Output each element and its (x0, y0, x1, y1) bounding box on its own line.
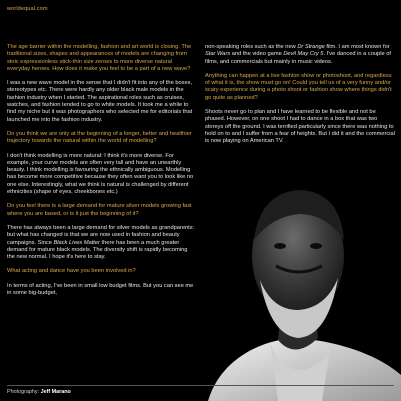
left-column (7, 44, 195, 304)
site-url[interactable]: worldequal.com (7, 6, 48, 12)
answer-diversity: I don't think modelling is more natural: I think it's more diverse. For example, your curve models are often very tall and have an unearthly beauty. I think modelling is favouring the ethnically ambiguous. Modelling has become more competitive because they often want you to look like no one else. Interestingly, what we think is natural is challenged by different ethnicities (shape of eyes, cheekbones etc.) (7, 152, 194, 196)
right-column (205, 44, 395, 153)
question-trajectory: Do you think we are only at the beginning of a longer, better and healthier trajectory towards the natural within the world of modelling? (7, 130, 192, 145)
answer-silver-demand: There has always been a large demand for silver models as grandparents: but what has changed is that we are now used in fashion and beauty campaigns. Since Black Lives Matter there has been a much greater demand for mature black models. The diversity shift is rapidly becoming the new normal. I hope it's here to stay. (7, 224, 195, 261)
answer-acting-start: In terms of acting, I've been in small low budget films. But you can see me in some big-budget, (7, 282, 194, 297)
answer-live-show: Shoots never go to plan and I have learned to be flexible and not be phased. However, on one shoot I had to dance in a box that was two storeys off the ground. I was terrified particularly since there was nothing to hold on to and I suffer from a fear of heights. But I did it and the commercial is now playing on American TV. (205, 109, 395, 145)
photo-credit: Photography: Jeff Marano (7, 389, 71, 395)
answer-new-wave: I was a new wave model in the sense that I didn't fit into any of the boxes, stereotypes etc. There were hardly any older black male models in the fashion industry when I started. The aspirational roles such as cruises, watches, and fashion tended to go to white models. It took me a while to find my niche but it was photographers who selected me for editorials that launched me into the fashion industry. (7, 80, 193, 123)
question-acting: What acting and dance have you been involved in? (7, 268, 136, 275)
question-silver-demand: Do you feel there is a large demand for mature silver models growing fast where you are based, or is it just the beginning of it? (7, 203, 192, 217)
question-age-barrier: The age barrier within the modelling, fashion and art world is closing. The traditional sizes, shapes and appearances of models are changing from stoic expressionless stick-thin size zeroes to more diverse natural everyday heroes. How does it make you feel to be a part of a new wave? (7, 44, 192, 72)
answer-acting-continued: non-speaking roles such as the new Dr Strange film. I am most known for Star Wars and the video game Devil May Cry 5. I've danced in a couple of films, and commercials but mainly in music videos. (205, 44, 391, 65)
model-portrait (200, 170, 401, 401)
photographer-name: Jeff Marano (40, 389, 71, 395)
footer-divider (7, 385, 394, 386)
question-live-show: Anything can happen at a live fashion show or photoshoot, and regardless of what it is, the show must go on! Could you tell us of a very funny and/or scary experience during a photo shoot or fashion show where things didn't go quite as planned? (205, 72, 392, 101)
